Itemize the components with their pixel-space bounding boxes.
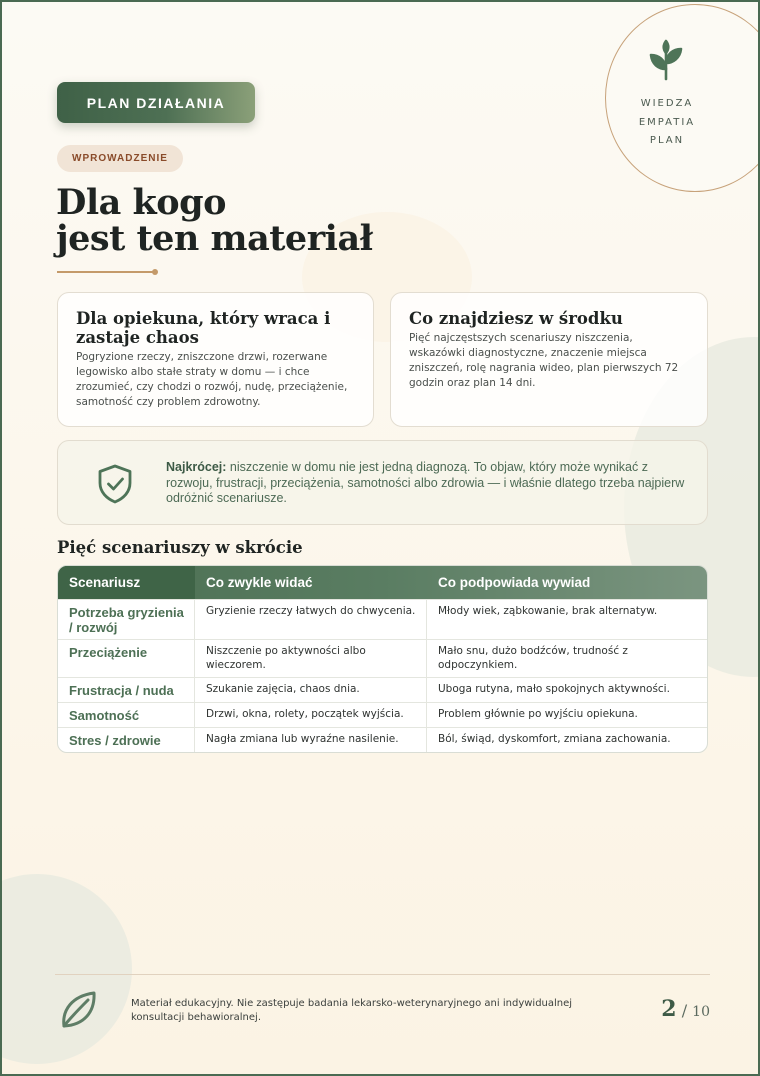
- table-title: Pięć scenariuszy w skrócie: [57, 538, 303, 557]
- interview-cell: Ból, świąd, dyskomfort, zmiana zachowania.: [438, 733, 671, 745]
- table-row: [58, 599, 707, 639]
- observation-cell: Gryzienie rzeczy łatwych do chwycenia.: [195, 600, 427, 639]
- page-separator: /: [681, 1001, 688, 1020]
- page-title: [56, 182, 476, 259]
- disclaimer-note: Materiał edukacyjny. Nie zastępuje badania lekarsko-weterynaryjnego ani indywidualnej konsultacji behawioralnej.: [131, 998, 573, 1023]
- column-header: Co zwykle widać: [206, 575, 313, 590]
- section-tag: WPROWADZENIE: [57, 145, 183, 172]
- summary-callout: [57, 440, 708, 525]
- observation-cell: Drzwi, okna, rolety, początek wyjścia.: [195, 703, 427, 727]
- audience-card: [57, 292, 374, 427]
- page-total: 10: [692, 1004, 710, 1020]
- shield-check-icon: [96, 463, 134, 505]
- card-body: Pogryzione rzeczy, zniszczone drzwi, rozerwane legowisko albo stałe straty w domu — i chce zrozumieć, czy chodzi o rozwój, nudę, przeciążenie, samotność czy problem zdrowotny.: [76, 351, 348, 408]
- badge-word: EMPATIA: [638, 116, 696, 128]
- scenario-cell: Samotność: [58, 703, 195, 727]
- scenario-cell: Frustracja / nuda: [58, 678, 195, 702]
- contents-card: [390, 292, 708, 427]
- page-current: 2: [661, 996, 677, 1022]
- scenarios-table: [57, 565, 708, 753]
- table-row: [58, 677, 707, 702]
- summary-body: niszczenie w domu nie jest jedną diagnozą. To objaw, który może wynikać z rozwoju, frustracji, przeciążenia, samotności albo zdrowia — i właśnie dlatego trzeba najpierw odróżnić scenariusze.: [166, 460, 685, 505]
- scenario-cell: Stres / zdrowie: [58, 728, 195, 752]
- footer-divider: [55, 974, 710, 975]
- interview-cell: Uboga rutyna, mało spokojnych aktywności.: [438, 683, 670, 695]
- title-divider: [57, 271, 153, 273]
- circle-badge: [605, 4, 760, 192]
- interview-cell: Problem głównie po wyjściu opiekuna.: [438, 708, 638, 720]
- badge-words: [626, 95, 708, 151]
- observation-cell: Niszczenie po aktywności albo wieczorem.: [195, 640, 427, 677]
- observation-cell: Nagła zmiana lub wyraźne nasilenie.: [195, 728, 427, 752]
- title-line: Dla kogo: [56, 182, 226, 223]
- summary-lead: Najkrócej:: [166, 460, 227, 474]
- scenario-cell: Przeciążenie: [58, 640, 195, 677]
- card-title: Co znajdziesz w środku: [409, 309, 623, 328]
- background-blob: [0, 874, 132, 1064]
- observation-cell: Szukanie zajęcia, chaos dnia.: [195, 678, 427, 702]
- card-body: Pięć najczęstszych scenariuszy niszczenia, wskazówki diagnostyczne, znaczenie miejsca zniszczeń, rolę nagrania wideo, plan pierwszych 72 godzin oraz plan 14 dni.: [409, 332, 679, 389]
- table-header: [58, 566, 707, 599]
- page-number: [642, 996, 710, 1022]
- badge-word: WIEDZA: [640, 98, 694, 109]
- card-title: Dla opiekuna, który wraca i zastaje chaos: [76, 309, 331, 347]
- scenario-cell: Potrzeba gryzienia / rozwój: [58, 600, 195, 639]
- plan-pill: PLAN DZIAŁANIA: [57, 82, 255, 123]
- summary-text: [166, 460, 696, 507]
- badge-word: PLAN: [649, 135, 685, 146]
- column-header: Co podpowiada wywiad: [438, 575, 591, 590]
- table-row: [58, 702, 707, 727]
- table-row: [58, 727, 707, 752]
- sprout-icon: [646, 39, 686, 81]
- interview-cell: Mało snu, dużo bodźców, trudność z odpoczynkiem.: [438, 645, 628, 671]
- leaf-icon: [58, 988, 98, 1030]
- title-line: jest ten materiał: [56, 218, 373, 259]
- interview-cell: Młody wiek, ząbkowanie, brak alternatyw.: [438, 605, 658, 617]
- title-divider-dot: [152, 269, 158, 275]
- table-row: [58, 639, 707, 677]
- column-header: Scenariusz: [58, 566, 195, 599]
